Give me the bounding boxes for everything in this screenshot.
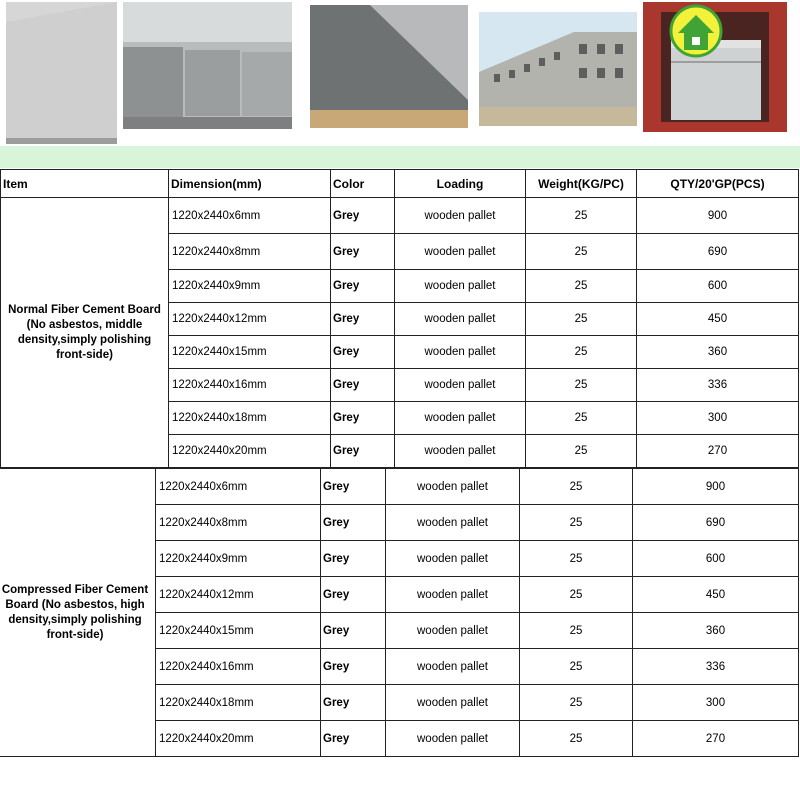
table-header-row	[1, 170, 799, 198]
cell-loading: wooden pallet	[386, 505, 520, 541]
cell-dimension: 1220x2440x12mm	[156, 577, 321, 613]
cell-loading: wooden pallet	[386, 577, 520, 613]
cell-weight: 25	[520, 613, 633, 649]
cell-dimension: 1220x2440x15mm	[156, 613, 321, 649]
cell-weight: 25	[520, 469, 633, 505]
photo-building	[479, 12, 637, 126]
cell-weight: 25	[520, 685, 633, 721]
cell-loading: wooden pallet	[395, 270, 526, 303]
cell-loading: wooden pallet	[386, 541, 520, 577]
header-dimension: Dimension(mm)	[169, 170, 331, 198]
cell-color: Grey	[331, 435, 395, 468]
cell-weight: 25	[526, 402, 637, 435]
cell-dimension: 1220x2440x6mm	[169, 198, 331, 234]
cell-qty: 900	[633, 469, 799, 505]
header-loading: Loading	[395, 170, 526, 198]
cell-color: Grey	[321, 469, 386, 505]
photo-board-surface	[6, 2, 117, 144]
cell-loading: wooden pallet	[386, 685, 520, 721]
cell-dimension: 1220x2440x20mm	[156, 721, 321, 757]
cell-qty: 360	[637, 336, 799, 369]
cell-weight: 25	[520, 541, 633, 577]
cell-loading: wooden pallet	[395, 402, 526, 435]
cell-loading: wooden pallet	[395, 435, 526, 468]
separator-band	[0, 146, 800, 168]
spec-table-compressed	[0, 468, 799, 757]
cell-weight: 25	[526, 336, 637, 369]
cell-dimension: 1220x2440x18mm	[169, 402, 331, 435]
header-color: Color	[331, 170, 395, 198]
cell-color: Grey	[321, 505, 386, 541]
cell-weight: 25	[520, 721, 633, 757]
cell-qty: 690	[637, 234, 799, 270]
cell-weight: 25	[520, 577, 633, 613]
cell-color: Grey	[331, 270, 395, 303]
cell-loading: wooden pallet	[386, 469, 520, 505]
cell-qty: 360	[633, 613, 799, 649]
cell-dimension: 1220x2440x16mm	[169, 369, 331, 402]
header-weight: Weight(KG/PC)	[526, 170, 637, 198]
table-row	[1, 198, 799, 234]
cell-weight: 25	[526, 369, 637, 402]
cell-dimension: 1220x2440x9mm	[156, 541, 321, 577]
cell-color: Grey	[331, 402, 395, 435]
cell-dimension: 1220x2440x6mm	[156, 469, 321, 505]
cell-qty: 690	[633, 505, 799, 541]
cell-loading: wooden pallet	[395, 234, 526, 270]
cell-qty: 270	[633, 721, 799, 757]
cell-color: Grey	[321, 721, 386, 757]
cell-dimension: 1220x2440x16mm	[156, 649, 321, 685]
cell-dimension: 1220x2440x12mm	[169, 303, 331, 336]
header-item: Item	[1, 170, 169, 198]
cell-loading: wooden pallet	[386, 613, 520, 649]
spec-table-normal	[0, 169, 799, 468]
cell-item-label: Compressed Fiber Cement Board (No asbestos, high density,simply polishing front-side)	[0, 469, 156, 757]
cell-loading: wooden pallet	[386, 649, 520, 685]
cell-item-label: Normal Fiber Cement Board (No asbestos, middle density,simply polishing front-side)	[1, 198, 169, 468]
cell-dimension: 1220x2440x8mm	[169, 234, 331, 270]
table-row	[0, 469, 799, 505]
photo-board-stacks	[123, 2, 292, 129]
cell-dimension: 1220x2440x18mm	[156, 685, 321, 721]
cell-qty: 270	[637, 435, 799, 468]
cell-weight: 25	[526, 303, 637, 336]
photo-board-edge	[310, 5, 468, 128]
cell-weight: 25	[520, 505, 633, 541]
cell-weight: 25	[520, 649, 633, 685]
cell-color: Grey	[331, 198, 395, 234]
cell-dimension: 1220x2440x8mm	[156, 505, 321, 541]
cell-color: Grey	[321, 541, 386, 577]
cell-weight: 25	[526, 435, 637, 468]
logo-house-icon	[668, 3, 724, 59]
cell-color: Grey	[321, 649, 386, 685]
cell-weight: 25	[526, 234, 637, 270]
cell-loading: wooden pallet	[395, 336, 526, 369]
cell-loading: wooden pallet	[395, 369, 526, 402]
cell-color: Grey	[321, 685, 386, 721]
cell-qty: 300	[633, 685, 799, 721]
cell-qty: 336	[633, 649, 799, 685]
cell-color: Grey	[331, 303, 395, 336]
cell-dimension: 1220x2440x15mm	[169, 336, 331, 369]
cell-loading: wooden pallet	[395, 303, 526, 336]
cell-dimension: 1220x2440x20mm	[169, 435, 331, 468]
header-qty: QTY/20'GP(PCS)	[637, 170, 799, 198]
cell-loading: wooden pallet	[395, 198, 526, 234]
cell-color: Grey	[321, 613, 386, 649]
cell-qty: 900	[637, 198, 799, 234]
cell-qty: 450	[637, 303, 799, 336]
cell-weight: 25	[526, 198, 637, 234]
cell-loading: wooden pallet	[386, 721, 520, 757]
cell-color: Grey	[331, 369, 395, 402]
cell-qty: 450	[633, 577, 799, 613]
cell-color: Grey	[321, 577, 386, 613]
cell-color: Grey	[331, 336, 395, 369]
cell-qty: 600	[633, 541, 799, 577]
cell-color: Grey	[331, 234, 395, 270]
cell-qty: 336	[637, 369, 799, 402]
cell-qty: 300	[637, 402, 799, 435]
cell-dimension: 1220x2440x9mm	[169, 270, 331, 303]
cell-weight: 25	[526, 270, 637, 303]
cell-qty: 600	[637, 270, 799, 303]
